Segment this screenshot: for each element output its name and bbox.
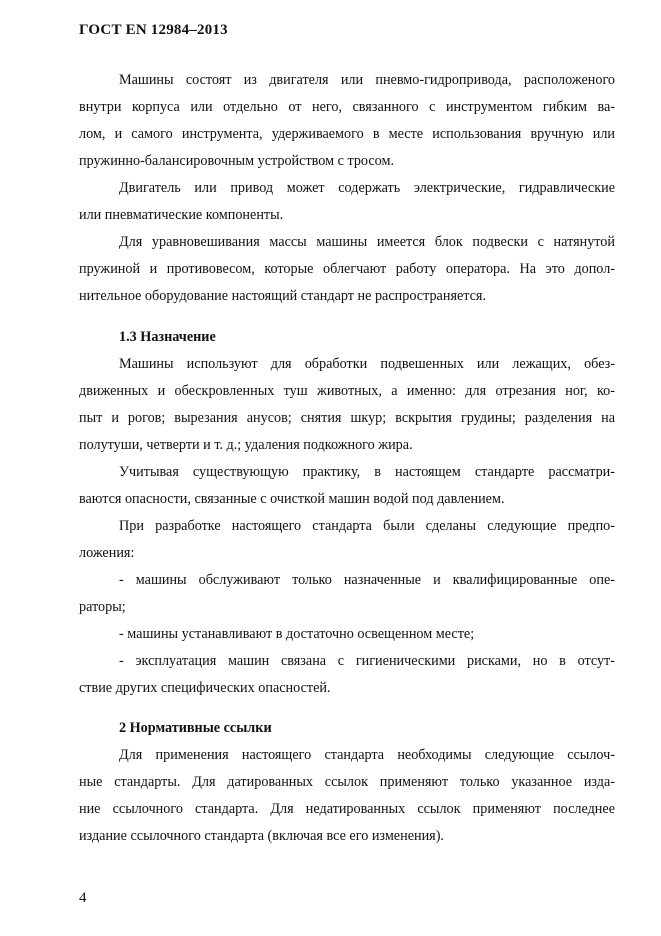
text-line: - машины устанавливают в достаточно освещенном месте; — [119, 626, 475, 642]
text-line: нительное оборудование настоящий стандарт не распространяется. — [79, 288, 487, 304]
text-line: Для применения настоящего стандарта необходимы следующие ссылоч- — [119, 747, 615, 763]
text-line: Для уравновешивания массы машины имеется блок подвески с натянутой — [119, 234, 615, 250]
text-line: движенных и обескровленных туш животных, а именно: для отрезания ног, ко- — [79, 383, 615, 399]
text-line: ваются опасности, связанные с очисткой машин водой под давлением. — [79, 491, 505, 507]
section-heading: 2 Нормативные ссылки — [119, 720, 272, 736]
text-line: издание ссылочного стандарта (включая все его изменения). — [79, 828, 444, 844]
text-line: ствие других специфических опасностей. — [79, 680, 331, 696]
text-line: ные стандарты. Для датированных ссылок применяют только указанное изда- — [79, 774, 615, 790]
text-line: полутуши, четверти и т. д.; удаления подкожного жира. — [79, 437, 413, 453]
text-line: пружиной и противовесом, которые облегчают работу оператора. На это допол- — [79, 261, 615, 277]
text-line: пыт и рогов; вырезания анусов; снятия шкур; вскрытия грудины; разделения на — [79, 410, 615, 426]
text-line: пружинно-балансировочным устройством с тросом. — [79, 153, 394, 169]
text-line: Машины состоят из двигателя или пневмо-гидропривода, расположеного — [119, 72, 615, 88]
text-line: раторы; — [79, 599, 126, 615]
text-line: или пневматические компоненты. — [79, 207, 284, 223]
section-heading: 1.3 Назначение — [119, 329, 216, 345]
text-line: При разработке настоящего стандарта были сделаны следующие предпо- — [119, 518, 615, 534]
text-line: ложения: — [79, 545, 135, 561]
text-line: внутри корпуса или отдельно от него, связанного с инструментом гибким ва- — [79, 99, 615, 115]
text-line: Машины используют для обработки подвешенных или лежащих, обез- — [119, 356, 615, 372]
text-line: Двигатель или привод может содержать электрические, гидравлические — [119, 180, 615, 196]
document-header: ГОСТ EN 12984–2013 — [79, 22, 228, 38]
text-line: лом, и самого инструмента, удерживаемого в месте использования вручную или — [79, 126, 615, 142]
text-line: Учитывая существующую практику, в настоящем стандарте рассматри- — [119, 464, 615, 480]
text-line: - эксплуатация машин связана с гигиеническими рисками, но в отсут- — [119, 653, 615, 669]
page-number: 4 — [79, 890, 87, 906]
text-line: - машины обслуживают только назначенные и квалифицированные опе- — [119, 572, 615, 588]
text-line: ние ссылочного стандарта. Для недатированных ссылок применяют последнее — [79, 801, 615, 817]
